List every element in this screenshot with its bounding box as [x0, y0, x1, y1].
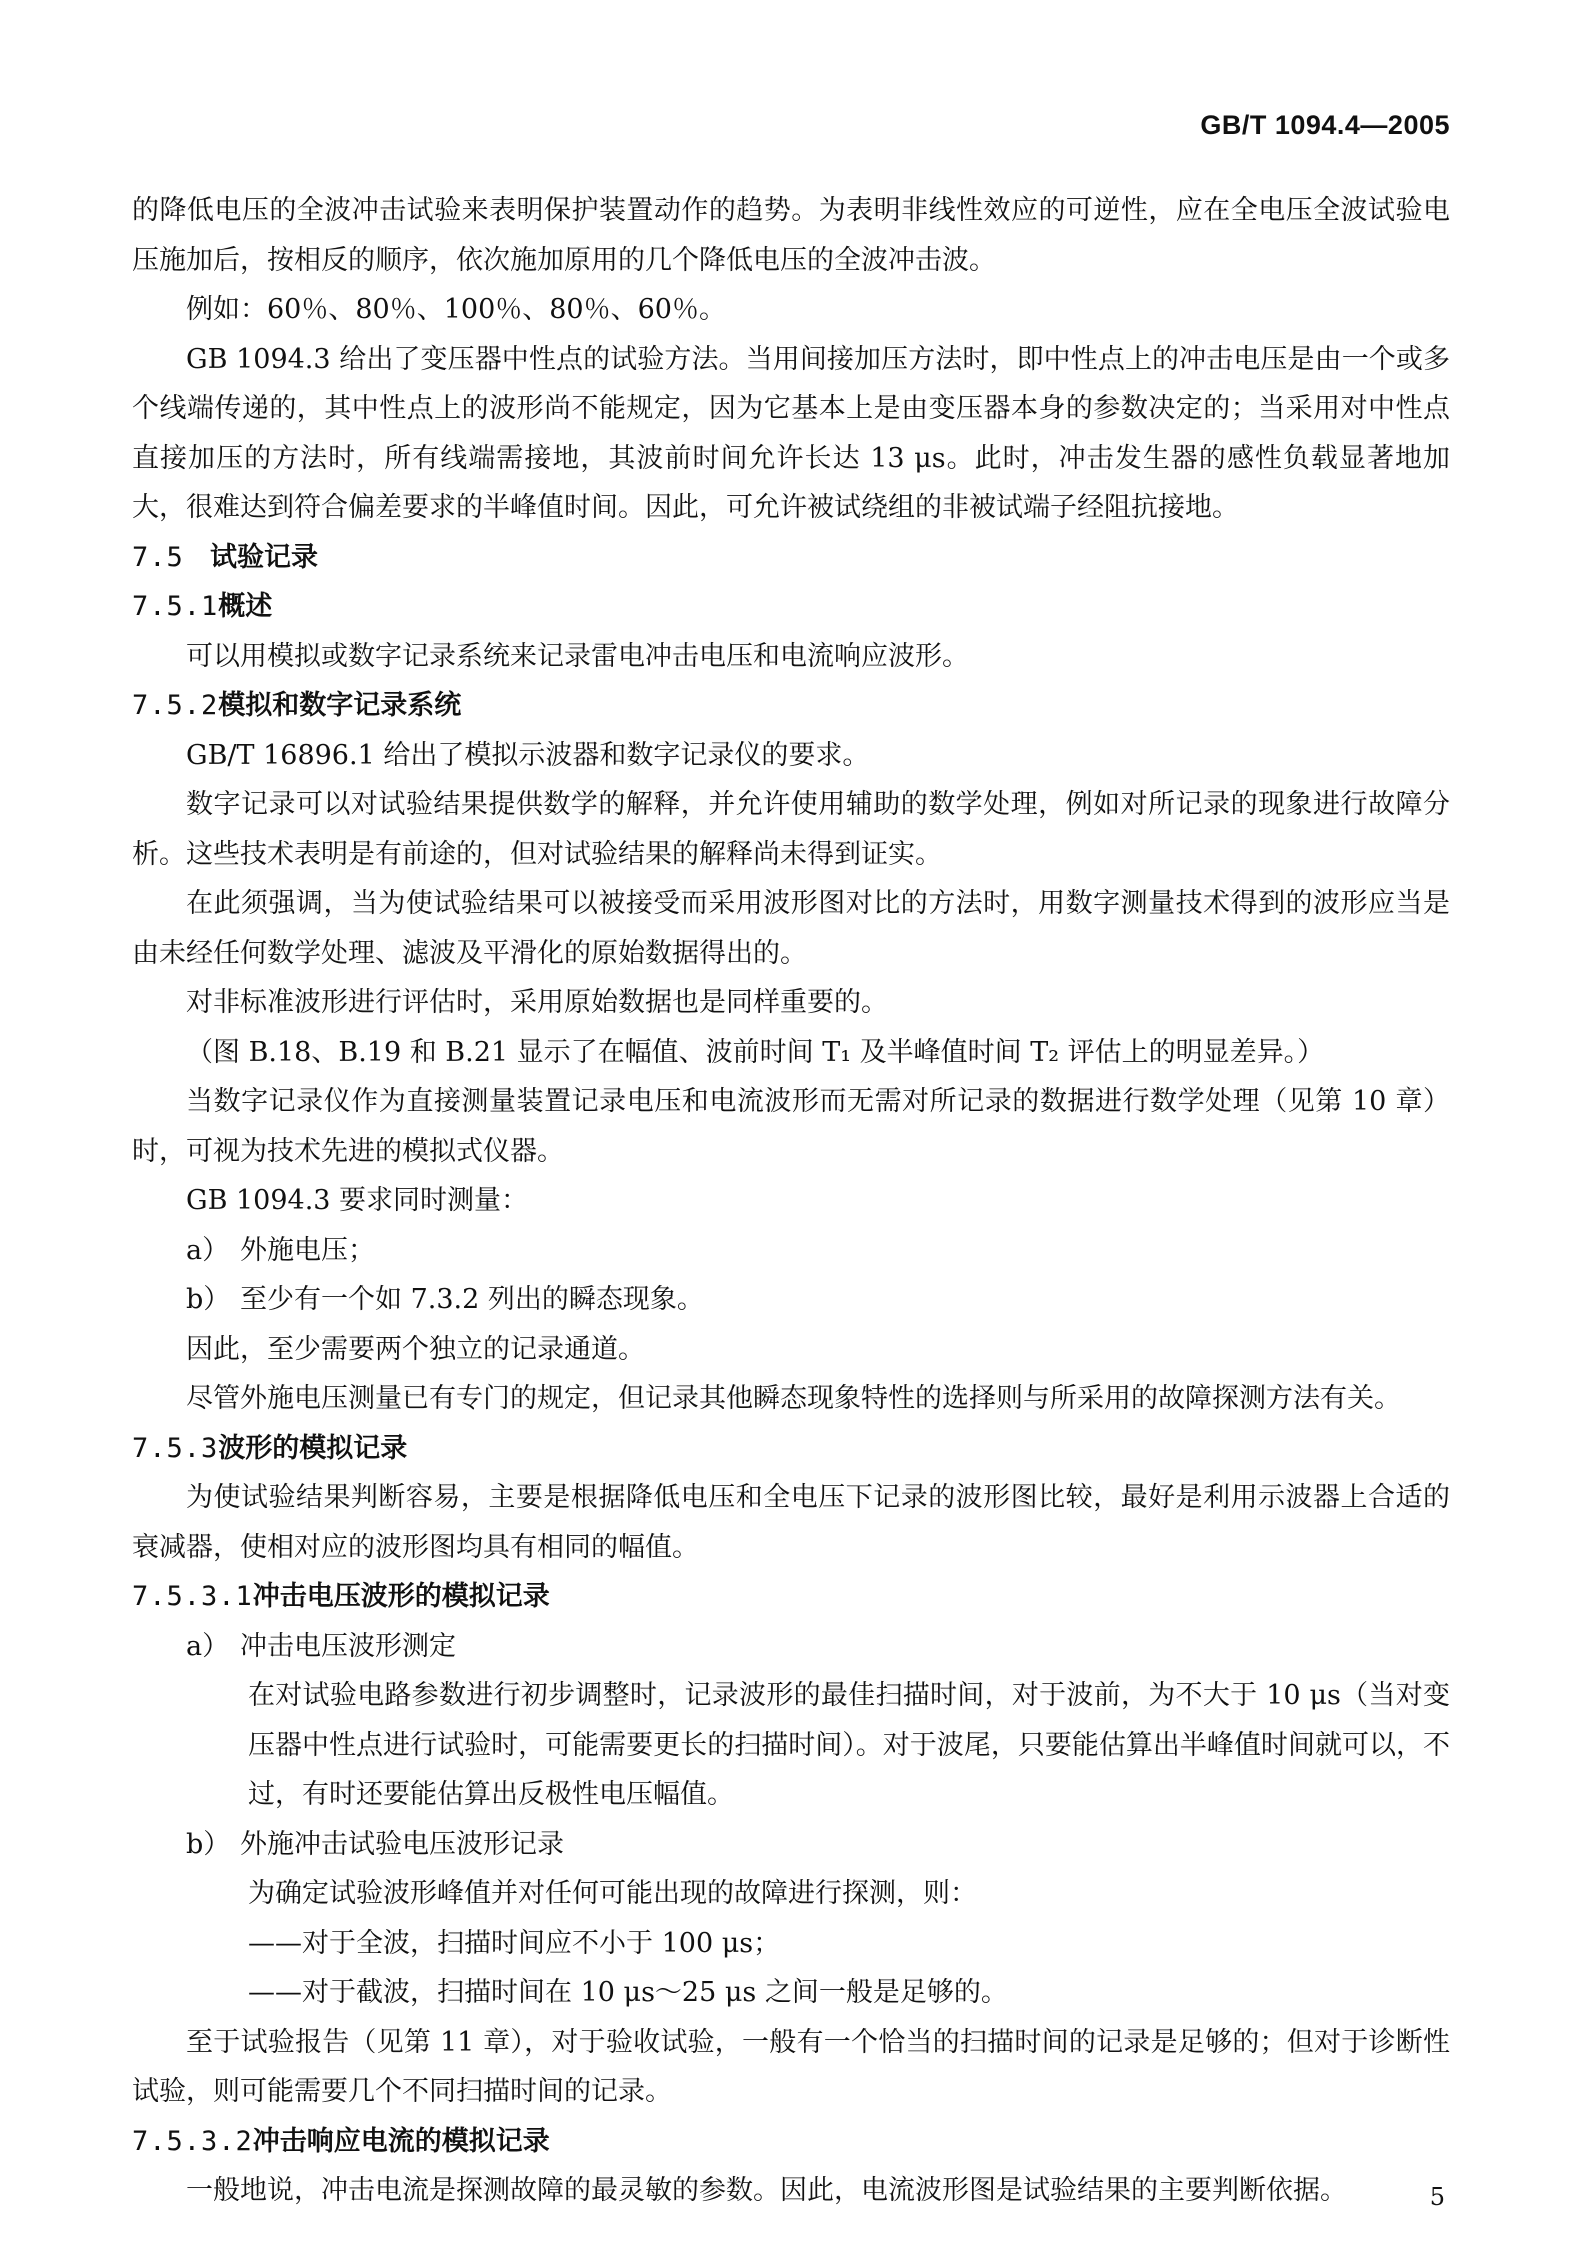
paragraph: 为使试验结果判断容易，主要是根据降低电压和全电压下记录的波形图比较，最好是利用示波器上合适的衰减器，使相对应的波形图均具有相同的幅值。 [132, 1482, 1450, 1563]
list-item [132, 1820, 1450, 1870]
paragraph: 一般地说，冲击电流是探测故障的最灵敏的参数。因此，电流波形图是试验结果的主要判断依据。 [186, 2175, 1347, 2206]
list-marker: b） [186, 1828, 231, 1860]
section-heading-7-5-3 [132, 1424, 1450, 1474]
section-title: 冲击电压波形的模拟记录 [252, 1581, 550, 1612]
paragraph: 在此须强调，当为使试验结果可以被接受而采用波形图对比的方法时，用数字测量技术得到的波形应当是由未经任何数学处理、滤波及平滑化的原始数据得出的。 [132, 888, 1450, 969]
dash-list-item: ——对于截波，扫描时间在 10 μs～25 μs 之间一般是足够的。 [248, 1977, 1008, 2008]
section-number: 7.5.3 [132, 1432, 219, 1464]
list-item-text: 外施电压； [240, 1234, 375, 1266]
list-item [132, 1226, 1450, 1276]
list-marker: a） [186, 1630, 230, 1662]
document-body [132, 186, 1450, 2216]
list-item-text: 至少有一个如 7.3.2 列出的瞬态现象。 [240, 1284, 704, 1315]
paragraph: GB/T 16896.1 给出了模拟示波器和数字记录仪的要求。 [186, 739, 870, 771]
paragraph: 对非标准波形进行评估时，采用原始数据也是同样重要的。 [186, 987, 888, 1018]
list-item-title: 外施冲击试验电压波形记录 [240, 1828, 564, 1860]
list-item [132, 1275, 1450, 1325]
paragraph: 可以用模拟或数字记录系统来记录雷电冲击电压和电流响应波形。 [186, 640, 969, 672]
section-number: 7.5.2 [132, 690, 219, 721]
paragraph: 当数字记录仪作为直接测量装置记录电压和电流波形而无需对所记录的数据进行数学处理（见第 10 章）时，可视为技术先进的模拟式仪器。 [132, 1086, 1450, 1167]
dash-list-item: ——对于全波，扫描时间应不小于 100 μs； [248, 1927, 781, 1959]
paragraph: 数字记录可以对试验结果提供数学的解释，并允许使用辅助的数学处理，例如对所记录的现象进行故障分析。这些技术表明是有前途的，但对试验结果的解释尚未得到证实。 [132, 789, 1450, 870]
paragraph: 至于试验报告（见第 11 章），对于验收试验，一般有一个恰当的扫描时间的记录是足够的；但对于诊断性试验，则可能需要几个不同扫描时间的记录。 [132, 2026, 1450, 2107]
paragraph: 例如：60％、80％、100％、80％、60％。 [186, 294, 726, 325]
list-item-title: 冲击电压波形测定 [240, 1630, 456, 1662]
paragraph: GB 1094.3 给出了变压器中性点的试验方法。当用间接加压方法时，即中性点上的冲击电压是由一个或多个线端传递的，其中性点上的波形尚不能规定，因为它基本上是由变压器本身的参数决定的；当采用对中性点直接加压的方法时，所有线端需接地，其波前时间允许长达 13 μs。此时，冲击发生器的感性负载显著地加大，很难达到符合偏差要求的半峰值时间。因此，可允许被试绕组的非被试端子经阻抗接地。 [132, 343, 1450, 523]
list-marker: b） [186, 1284, 231, 1315]
section-title: 试验记录 [210, 541, 318, 573]
section-title: 波形的模拟记录 [218, 1432, 408, 1464]
paragraph: GB 1094.3 要求同时测量： [186, 1185, 529, 1216]
list-marker: a） [186, 1234, 230, 1266]
section-title: 模拟和数字记录系统 [218, 690, 462, 721]
list-item-body: 在对试验电路参数进行初步调整时，记录波形的最佳扫描时间，对于波前，为不大于 10 μs（当对变压器中性点进行试验时，可能需要更长的扫描时间）。对于波尾，只要能估算出半峰值时间就可以，不过，有时还要能估算出反极性电压幅值。 [248, 1680, 1450, 1810]
section-heading-7-5-1 [132, 582, 1450, 632]
paragraph: 的降低电压的全波冲击试验来表明保护装置动作的趋势。为表明非线性效应的可逆性，应在全电压全波试验电压施加后，按相反的顺序，依次施加原用的几个降低电压的全波冲击波。 [132, 195, 1450, 276]
section-heading-7-5 [132, 533, 1450, 583]
list-item-body: 为确定试验波形峰值并对任何可能出现的故障进行探测，则： [248, 1878, 977, 1909]
section-number: 7.5 [132, 541, 184, 573]
section-number: 7.5.3.2 [132, 2125, 253, 2157]
section-heading-7-5-3-2 [132, 2117, 1450, 2167]
section-number: 7.5.1 [132, 591, 219, 622]
section-title: 概述 [218, 591, 273, 622]
standard-number-header: GB/T 1094.4—2005 [1200, 110, 1450, 140]
section-heading-7-5-2 [132, 681, 1450, 731]
list-item [132, 1622, 1450, 1672]
section-number: 7.5.3.1 [132, 1581, 253, 1612]
paragraph: 因此，至少需要两个独立的记录通道。 [186, 1333, 645, 1365]
page-number: 5 [1429, 2183, 1445, 2211]
section-title: 冲击响应电流的模拟记录 [252, 2125, 550, 2157]
section-heading-7-5-3-1 [132, 1572, 1450, 1622]
paragraph: 尽管外施电压测量已有专门的规定，但记录其他瞬态现象特性的选择则与所采用的故障探测方法有关。 [186, 1383, 1401, 1414]
paragraph: （图 B.18、B.19 和 B.21 显示了在幅值、波前时间 T₁ 及半峰值时间 T₂ 评估上的明显差异。） [186, 1036, 1325, 1068]
